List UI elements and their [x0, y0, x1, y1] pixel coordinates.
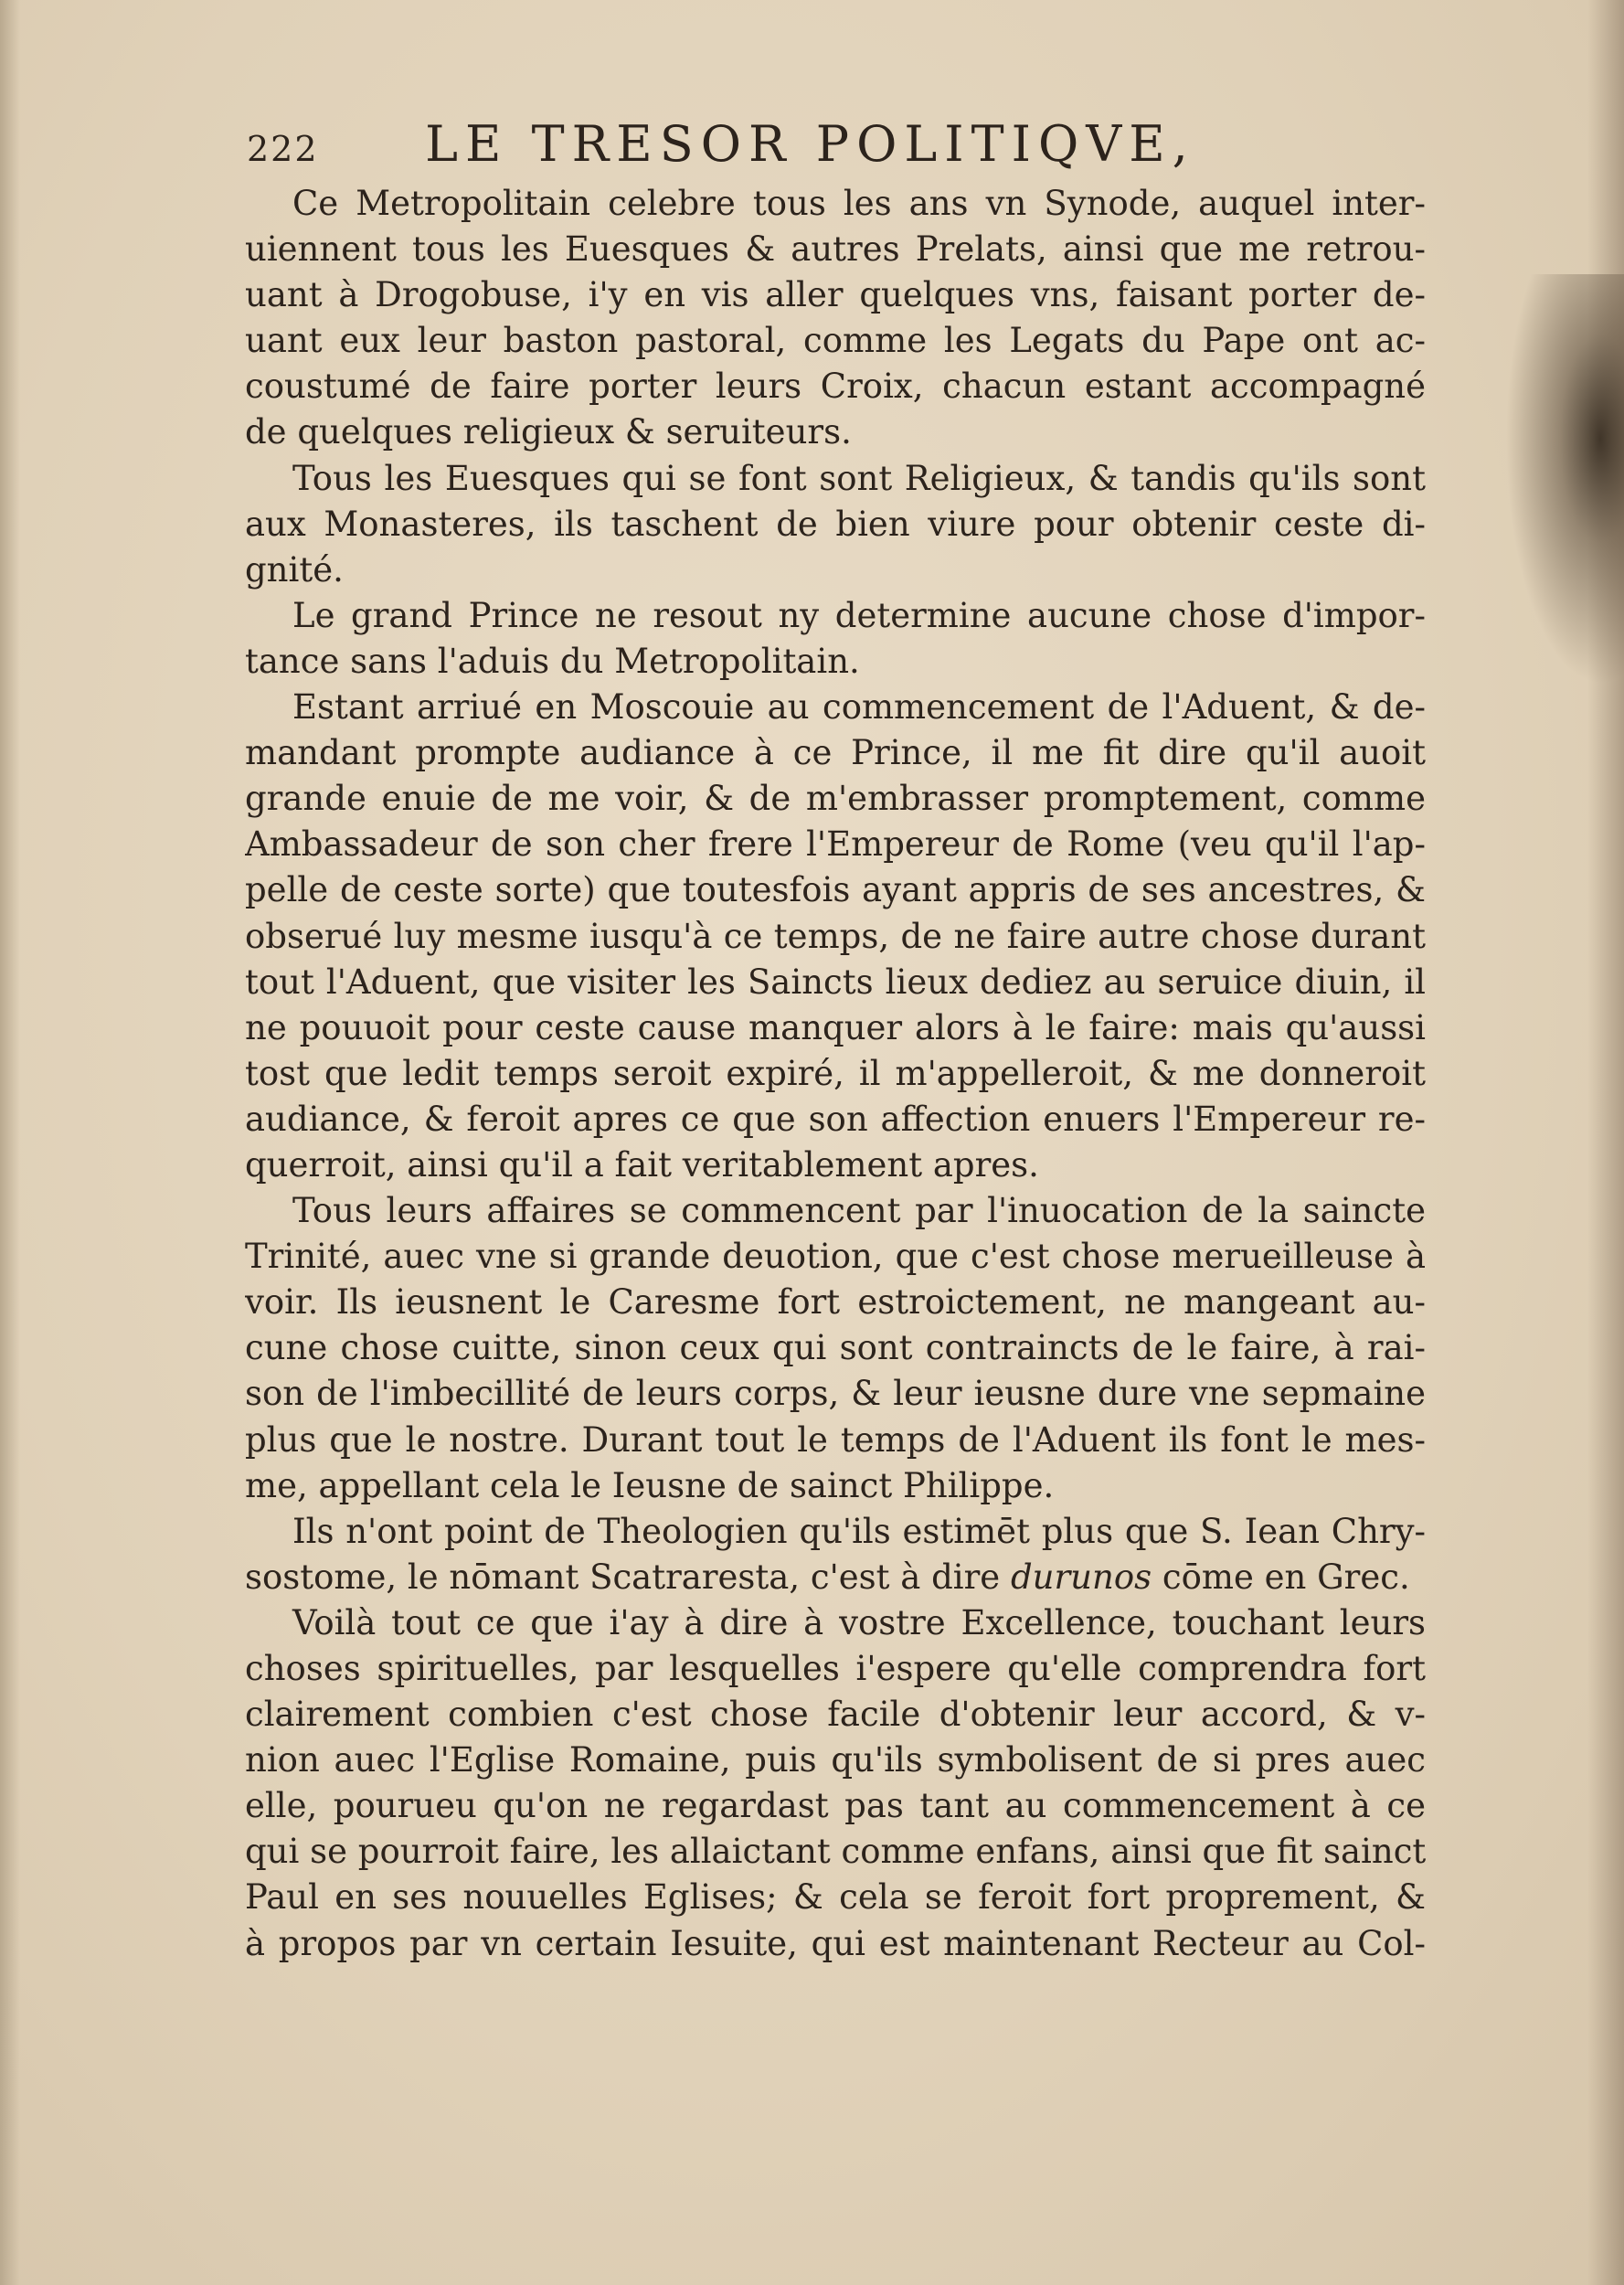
text-line — [245, 730, 1426, 776]
line-text: Ce Metropolitain celebre tous les ans vn Synode, auquel inter- — [292, 184, 1426, 223]
text-line — [245, 1783, 1426, 1829]
line-text: qui se pourroit faire, les allaictant comme enfans, ainsi que fit sainct — [245, 1832, 1426, 1872]
text-line — [245, 822, 1426, 867]
line-text: gnité. — [245, 549, 344, 590]
line-text: uiennent tous les Euesques & autres Prelats, ainsi que me retrou- — [245, 229, 1426, 270]
line-text: ne pouuoit pour ceste cause manquer alors à le faire: mais qu'aussi — [245, 1007, 1426, 1047]
line-text: voir. Ils ieusnent le Caresme fort estroictement, ne mangeant au- — [245, 1282, 1426, 1323]
text-line — [245, 1142, 1426, 1188]
line-text: me, appellant cela le Ieusne de sainct Philippe. — [245, 1465, 1055, 1505]
text-line — [245, 1875, 1426, 1920]
text-line — [245, 1921, 1426, 1967]
running-title: LE TRESOR POLITIQVE, — [425, 115, 1195, 173]
line-text: Le grand Prince ne resout ny determine aucune chose d'impor- — [292, 595, 1426, 635]
text-line — [245, 1463, 1426, 1509]
page-number: 222 — [247, 129, 319, 169]
line-tail: cōme en Grec. — [1152, 1557, 1410, 1597]
line-text: à propos par vn certain Iesuite, qui est maintenant Recteur au Col- — [245, 1923, 1426, 1963]
line-text: aux Monasteres, ils taschent de bien viure pour obtenir ceste di- — [245, 504, 1426, 544]
text-line — [245, 1738, 1426, 1783]
text-line — [245, 1829, 1426, 1875]
text-line — [245, 272, 1426, 318]
line-text: uant eux leur baston pastoral, comme les Legats du Pape ont ac- — [245, 321, 1426, 361]
line-text: cune chose cuitte, sinon ceux qui sont contraincts de le faire, à rai- — [245, 1328, 1426, 1368]
line-text: Tous les Euesques qui se font sont Religieux, & tandis qu'ils sont — [292, 458, 1426, 498]
text-line — [245, 685, 1426, 730]
line-text: Ils n'ont point de Theologien qu'ils estimēt plus que S. Iean Chry- — [292, 1511, 1426, 1551]
text-line — [245, 364, 1426, 409]
text-line — [245, 1692, 1426, 1738]
line-text: uant à Drogobuse, i'y en vis aller quelques vns, faisant porter de- — [245, 275, 1426, 315]
text-line — [245, 960, 1426, 1005]
line-text: son de l'imbecillité de leurs corps, & leur ieusne dure vne sepmaine — [245, 1374, 1426, 1414]
line-text: Estant arriué en Moscouie au commencement de l'Aduent, & de- — [292, 687, 1426, 728]
line-text: mandant prompte audiance à ce Prince, il me fit dire qu'il auoit — [245, 733, 1426, 773]
text-line — [245, 867, 1426, 913]
text-line — [245, 593, 1426, 639]
text-line — [245, 1097, 1426, 1142]
line-text: Tous leurs affaires se commencent par l'inuocation de la saincte — [292, 1191, 1426, 1231]
line-text: elle, pourueu qu'on ne regardast pas tant au commencement à ce — [245, 1786, 1426, 1826]
italic-word: durunos — [1010, 1557, 1152, 1597]
line-text: choses spirituelles, par lesquelles i'espere qu'elle comprendra fort — [245, 1649, 1426, 1688]
text-line — [245, 1509, 1426, 1555]
line-text: obserué luy mesme iusqu'à ce temps, de ne faire autre chose durant — [245, 916, 1426, 956]
text-line — [245, 456, 1426, 502]
line-text: grande enuie de me voir, & de m'embrasser promptement, comme — [245, 779, 1426, 819]
line-text: clairement combien c'est chose facile d'obtenir leur accord, & v- — [245, 1695, 1426, 1735]
line-text: coustumé de faire porter leurs Croix, chacun estant accompagné — [245, 367, 1426, 407]
text-line — [245, 639, 1426, 685]
text-line — [245, 547, 1426, 593]
text-line — [245, 1280, 1426, 1325]
text-line — [245, 1188, 1426, 1234]
text-line — [245, 181, 1426, 227]
binding-gutter — [0, 0, 20, 2285]
line-text: Trinité, auec vne si grande deuotion, que c'est chose merueilleuse à — [245, 1237, 1426, 1277]
line-text: tost que ledit temps seroit expiré, il m'appelleroit, & me donneroit — [245, 1053, 1426, 1093]
line-text: nion auec l'Eglise Romaine, puis qu'ils symbolisent de si pres auec — [245, 1740, 1426, 1780]
text-line — [245, 1646, 1426, 1692]
ink-stain — [1505, 274, 1624, 686]
text-line — [245, 914, 1426, 960]
line-text: tout l'Aduent, que visiter les Saincts lieux dediez au seruice diuin, il — [245, 962, 1426, 1002]
text-line — [245, 227, 1426, 272]
text-line — [245, 1555, 1426, 1600]
line-text: Paul en ses nouuelles Eglises; & cela se feroit fort proprement, & — [245, 1877, 1426, 1918]
line-text: tance sans l'aduis du Metropolitain. — [245, 641, 860, 681]
line-text: sostome, le nōmant Scatraresta, c'est à dire — [245, 1557, 1011, 1597]
text-line — [245, 1325, 1426, 1371]
text-line — [245, 1051, 1426, 1097]
text-line — [245, 1600, 1426, 1646]
line-text: Ambassadeur de son cher frere l'Empereur de Rome (veu qu'il l'ap- — [245, 824, 1426, 865]
text-line — [245, 1005, 1426, 1051]
text-line — [245, 318, 1426, 364]
text-line — [245, 409, 1426, 455]
line-text: pelle de ceste sorte) que toutesfois ayant appris de ses ancestres, & — [245, 870, 1426, 910]
text-line — [245, 1234, 1426, 1280]
body-text — [245, 181, 1426, 1967]
line-text: querroit, ainsi qu'il a fait veritablement apres. — [245, 1144, 1039, 1185]
line-text: plus que le nostre. Durant tout le temps de l'Aduent ils font le mes- — [245, 1419, 1426, 1460]
text-line — [245, 1418, 1426, 1463]
line-text: audiance, & feroit apres ce que son affection enuers l'Empereur re- — [245, 1099, 1426, 1139]
text-line — [245, 776, 1426, 822]
line-text: Voilà tout ce que i'ay à dire à vostre Excellence, touchant leurs — [292, 1602, 1426, 1642]
line-text: de quelques religieux & seruiteurs. — [245, 412, 852, 452]
running-head — [247, 108, 1435, 181]
text-line — [245, 502, 1426, 547]
text-line — [245, 1371, 1426, 1417]
